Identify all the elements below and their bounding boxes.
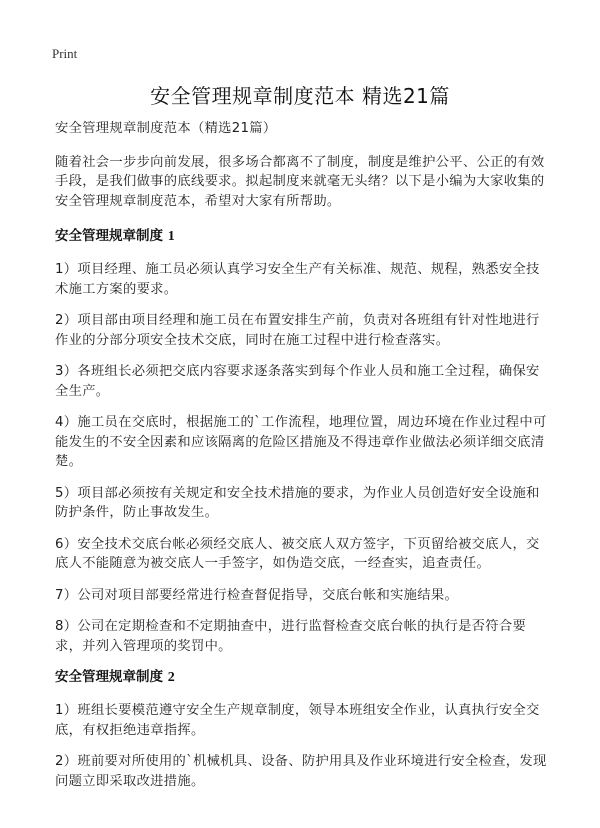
section-heading [55, 668, 548, 687]
section-1 [55, 227, 548, 656]
document-body [55, 119, 548, 803]
list-item: 1）项目经理、施工员必须认真学习安全生产有关标准、规范、规程，熟悉安全技术施工方案的要求。 [55, 262, 540, 297]
section-2 [55, 668, 548, 791]
list-item: 5）项目部必须按有关规定和安全技术措施的要求，为作业人员创造好安全设施和防护条件，防止事故发生。 [55, 485, 540, 520]
list-item: 7）公司对项目部要经常进行检查督促指导，交底台帐和实施结果。 [55, 587, 459, 603]
page-title: 安全管理规章制度范本 精选21篇 [150, 84, 450, 108]
section-heading [55, 227, 548, 246]
print-label[interactable]: Print [52, 46, 78, 61]
document-subtitle: 安全管理规章制度范本（精选21篇） [55, 121, 277, 136]
section-heading-number: 1 [167, 229, 175, 244]
list-item: 2）班前要对所使用的`机械机具、设备、防护用具及作业环境进行安全检查，发现问题立即采取改进措施。 [55, 754, 547, 789]
list-item: 4）施工员在交底时，根据施工的`工作流程，地理位置，周边环境在作业过程中可能发生的不安全因素和应该隔离的危险区措施及不得违章作业做法必须详细交底清楚。 [55, 415, 547, 469]
section-heading-number: 2 [167, 670, 175, 685]
list-item: 2）项目部由项目经理和施工员在布置安排生产前，负责对各班组有针对性地进行作业的分部分项安全技术交底，同时在施工过程中进行检查落实。 [55, 313, 540, 348]
list-item: 6）安全技术交底台帐必须经交底人、被交底人双方签字，下页留给被交底人，交底人不能随意为被交底人一手签字，如伪造交底，一经查实，追查责任。 [55, 536, 540, 571]
intro-paragraph: 随着社会一步步向前发展，很多场合都离不了制度，制度是维护公平、公正的有效手段，是我们做事的底线要求。拟起制度来就毫无头绪？以下是小编为大家收集的安全管理规章制度范本，希望对大家有所帮助。 [55, 154, 545, 209]
list-item: 3）各班组长必须把交底内容要求逐条落实到每个作业人员和施工全过程，确保安全生产。 [55, 364, 540, 399]
list-item: 1）班组长要模范遵守安全生产规章制度，领导本班组安全作业，认真执行安全交底，有权拒绝违章指挥。 [55, 703, 540, 738]
section-heading-text: 安全管理规章制度 [55, 669, 163, 685]
section-heading-text: 安全管理规章制度 [55, 228, 163, 244]
list-item: 8）公司在定期检查和不定期抽查中，进行监督检查交底台帐的执行是否符合要求，并列入管理项的奖罚中。 [55, 619, 527, 654]
